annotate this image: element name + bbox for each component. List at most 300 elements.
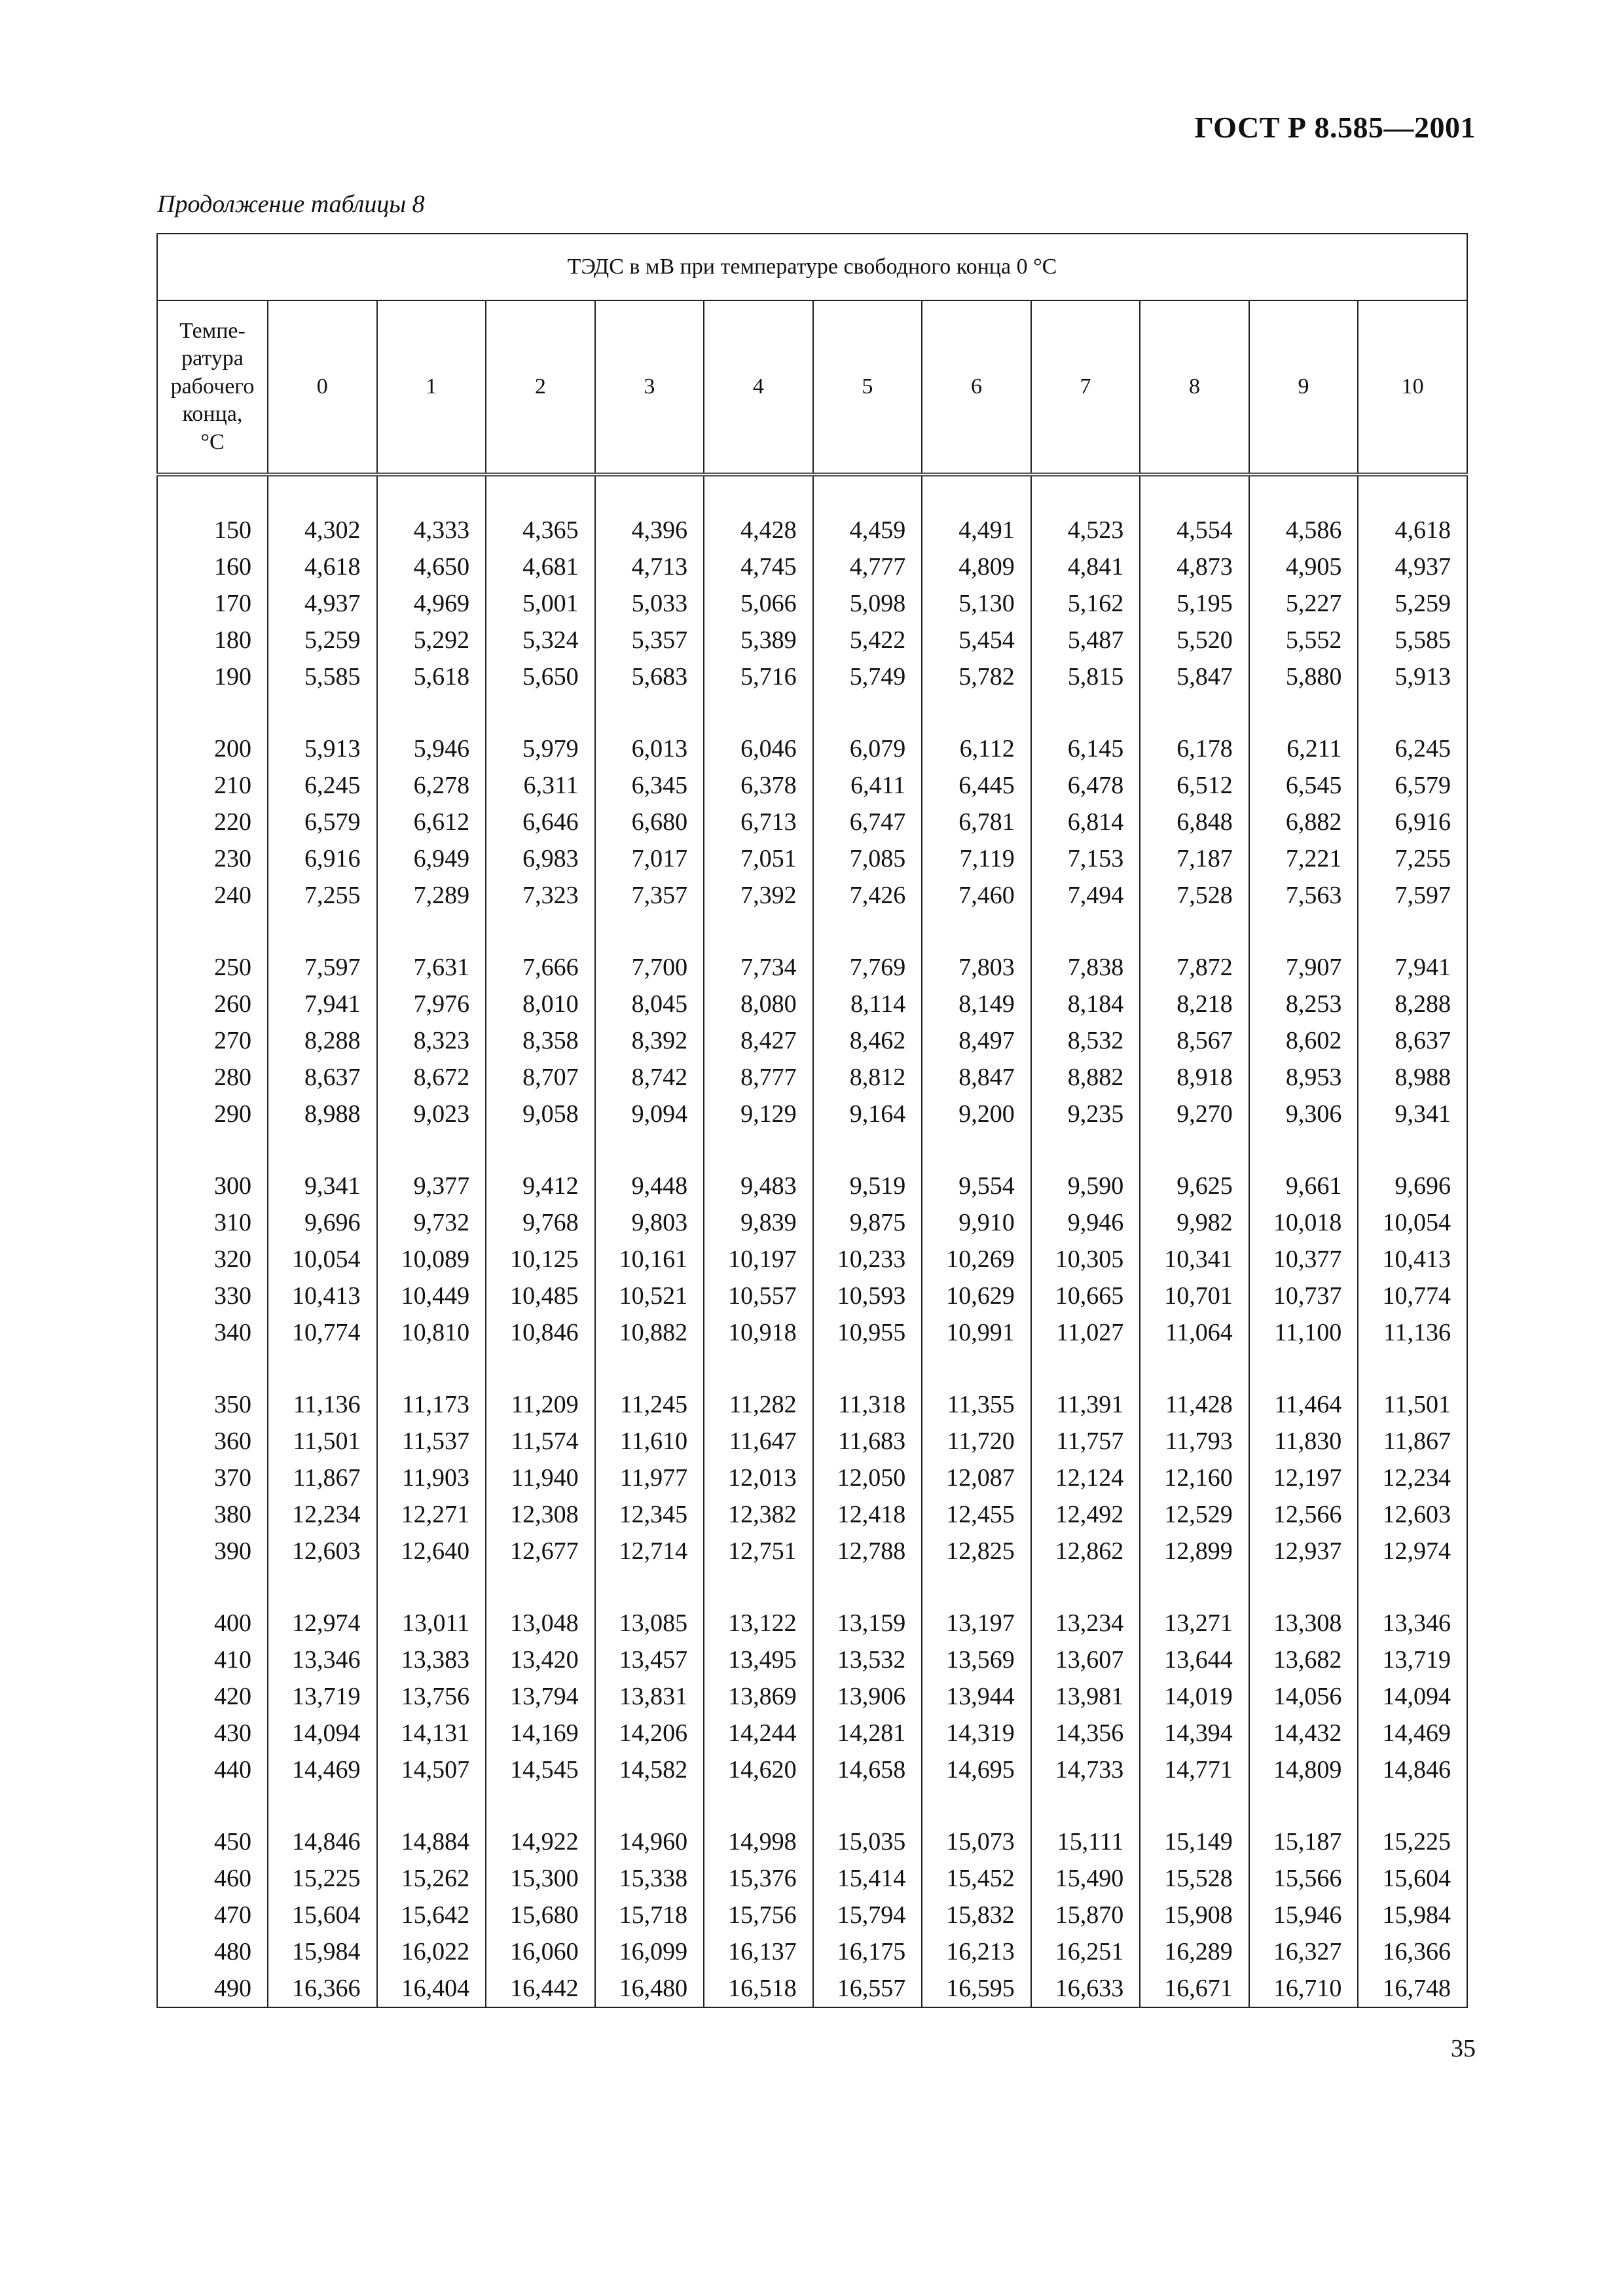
emf-value-cell: 13,607 <box>1031 1641 1140 1678</box>
emf-value-cell: 6,046 <box>704 730 813 767</box>
emf-value-cell: 6,145 <box>1031 730 1140 767</box>
emf-value-cell: 6,445 <box>922 767 1031 804</box>
emf-value-cell: 7,769 <box>813 949 922 986</box>
emf-value-cell: 15,452 <box>922 1860 1031 1897</box>
emf-value-cell: 16,175 <box>813 1933 922 1970</box>
emf-value-cell: 14,733 <box>1031 1751 1140 1788</box>
emf-value-cell: 14,469 <box>1358 1715 1467 1751</box>
emf-value-cell: 9,768 <box>486 1204 595 1241</box>
group-spacer-row <box>157 475 1467 512</box>
table-row <box>157 512 1467 548</box>
emf-value-cell: 7,187 <box>1140 840 1249 877</box>
emf-value-cell: 9,839 <box>704 1204 813 1241</box>
emf-value-cell: 8,988 <box>1358 1059 1467 1096</box>
emf-value-cell: 4,969 <box>377 585 486 622</box>
table-row <box>157 949 1467 986</box>
emf-value-cell: 9,164 <box>813 1096 922 1132</box>
emf-value-cell: 16,366 <box>268 1970 377 2007</box>
temperature-cell: 360 <box>157 1423 268 1460</box>
emf-value-cell: 5,389 <box>704 622 813 658</box>
emf-value-cell: 5,195 <box>1140 585 1249 622</box>
emf-value-cell: 7,119 <box>922 840 1031 877</box>
emf-value-cell: 4,713 <box>595 548 704 585</box>
emf-value-cell: 5,487 <box>1031 622 1140 658</box>
emf-value-cell: 7,153 <box>1031 840 1140 877</box>
emf-value-cell: 5,847 <box>1140 658 1249 695</box>
temperature-cell: 390 <box>157 1533 268 1570</box>
emf-value-cell: 10,413 <box>1358 1241 1467 1278</box>
emf-value-cell: 6,311 <box>486 767 595 804</box>
emf-value-cell: 5,162 <box>1031 585 1140 622</box>
emf-value-cell: 15,225 <box>1358 1823 1467 1860</box>
emf-value-cell: 4,554 <box>1140 512 1249 548</box>
emf-value-cell: 14,545 <box>486 1751 595 1788</box>
emf-value-cell: 14,094 <box>268 1715 377 1751</box>
table-row <box>157 1897 1467 1933</box>
emf-value-cell: 15,984 <box>1358 1897 1467 1933</box>
temperature-cell: 230 <box>157 840 268 877</box>
emf-value-cell: 16,289 <box>1140 1933 1249 1970</box>
emf-value-cell: 7,255 <box>1358 840 1467 877</box>
emf-value-cell: 14,846 <box>1358 1751 1467 1788</box>
emf-value-cell: 7,872 <box>1140 949 1249 986</box>
emf-value-cell: 4,937 <box>1358 548 1467 585</box>
emf-value-cell: 12,050 <box>813 1460 922 1496</box>
emf-value-cell: 10,197 <box>704 1241 813 1278</box>
emf-value-cell: 7,631 <box>377 949 486 986</box>
emf-value-cell: 13,197 <box>922 1605 1031 1641</box>
emf-value-cell: 7,941 <box>1358 949 1467 986</box>
emf-value-cell: 11,867 <box>1358 1423 1467 1460</box>
emf-value-cell: 8,288 <box>268 1022 377 1059</box>
temperature-cell: 310 <box>157 1204 268 1241</box>
temperature-cell: 330 <box>157 1278 268 1314</box>
emf-value-cell: 11,282 <box>704 1386 813 1423</box>
emf-value-cell: 10,305 <box>1031 1241 1140 1278</box>
emf-value-cell: 8,532 <box>1031 1022 1140 1059</box>
emf-value-cell: 8,777 <box>704 1059 813 1096</box>
temperature-cell: 440 <box>157 1751 268 1788</box>
emf-value-cell: 12,382 <box>704 1496 813 1533</box>
emf-value-cell: 15,490 <box>1031 1860 1140 1897</box>
emf-value-cell: 14,319 <box>922 1715 1031 1751</box>
emf-value-cell: 9,946 <box>1031 1204 1140 1241</box>
temperature-cell: 280 <box>157 1059 268 1096</box>
emf-value-cell: 4,491 <box>922 512 1031 548</box>
emf-value-cell: 12,197 <box>1249 1460 1359 1496</box>
emf-value-cell: 11,136 <box>268 1386 377 1423</box>
emf-value-cell: 5,001 <box>486 585 595 622</box>
emf-value-cell: 5,782 <box>922 658 1031 695</box>
emf-value-cell: 10,991 <box>922 1314 1031 1351</box>
emf-value-cell: 14,244 <box>704 1715 813 1751</box>
emf-value-cell: 12,640 <box>377 1533 486 1570</box>
emf-value-cell: 9,910 <box>922 1204 1031 1241</box>
emf-value-cell: 10,955 <box>813 1314 922 1351</box>
emf-value-cell: 4,586 <box>1249 512 1359 548</box>
emf-value-cell: 14,206 <box>595 1715 704 1751</box>
temperature-cell: 180 <box>157 622 268 658</box>
table-row <box>157 1970 1467 2007</box>
emf-value-cell: 11,464 <box>1249 1386 1359 1423</box>
group-spacer-row <box>157 1570 1467 1605</box>
emf-value-cell: 16,327 <box>1249 1933 1359 1970</box>
emf-value-cell: 12,862 <box>1031 1533 1140 1570</box>
table-row <box>157 1605 1467 1641</box>
emf-value-cell: 14,922 <box>486 1823 595 1860</box>
group-spacer-row <box>157 1788 1467 1823</box>
emf-value-cell: 11,647 <box>704 1423 813 1460</box>
emf-value-cell: 10,701 <box>1140 1278 1249 1314</box>
emf-value-cell: 16,366 <box>1358 1933 1467 1970</box>
group-spacer-row <box>157 1132 1467 1168</box>
table-row <box>157 1386 1467 1423</box>
emf-value-cell: 12,825 <box>922 1533 1031 1570</box>
emf-value-cell: 10,593 <box>813 1278 922 1314</box>
emf-value-cell: 16,251 <box>1031 1933 1140 1970</box>
table-row <box>157 1496 1467 1533</box>
temperature-cell: 190 <box>157 658 268 695</box>
emf-value-cell: 12,677 <box>486 1533 595 1570</box>
emf-value-cell: 13,756 <box>377 1678 486 1715</box>
emf-value-cell: 5,683 <box>595 658 704 695</box>
emf-value-cell: 5,292 <box>377 622 486 658</box>
emf-value-cell: 16,710 <box>1249 1970 1359 2007</box>
emf-value-cell: 15,300 <box>486 1860 595 1897</box>
emf-value-cell: 13,346 <box>1358 1605 1467 1641</box>
emf-value-cell: 13,869 <box>704 1678 813 1715</box>
emf-value-cell: 15,149 <box>1140 1823 1249 1860</box>
emf-value-cell: 5,130 <box>922 585 1031 622</box>
table-row <box>157 585 1467 622</box>
emf-value-cell: 7,357 <box>595 877 704 914</box>
emf-value-cell: 14,846 <box>268 1823 377 1860</box>
temperature-cell: 200 <box>157 730 268 767</box>
emf-value-cell: 8,918 <box>1140 1059 1249 1096</box>
group-spacer-row <box>157 1351 1467 1386</box>
emf-value-cell: 8,184 <box>1031 986 1140 1022</box>
emf-value-cell: 7,597 <box>1358 877 1467 914</box>
table-row <box>157 730 1467 767</box>
temperature-cell: 460 <box>157 1860 268 1897</box>
emf-value-cell: 16,480 <box>595 1970 704 2007</box>
document-header: ГОСТ Р 8.585—2001 <box>1194 111 1476 144</box>
temperature-cell: 490 <box>157 1970 268 2007</box>
emf-value-cell: 12,234 <box>1358 1460 1467 1496</box>
emf-value-cell: 13,383 <box>377 1641 486 1678</box>
emf-value-cell: 12,788 <box>813 1533 922 1570</box>
emf-value-cell: 7,907 <box>1249 949 1359 986</box>
emf-value-cell: 8,847 <box>922 1059 1031 1096</box>
emf-value-cell: 16,442 <box>486 1970 595 2007</box>
emf-value-cell: 8,707 <box>486 1059 595 1096</box>
emf-value-cell: 11,830 <box>1249 1423 1359 1460</box>
emf-value-cell: 15,908 <box>1140 1897 1249 1933</box>
emf-value-cell: 13,719 <box>1358 1641 1467 1678</box>
emf-value-cell: 15,832 <box>922 1897 1031 1933</box>
emf-value-cell: 8,812 <box>813 1059 922 1096</box>
emf-value-cell: 12,308 <box>486 1496 595 1533</box>
emf-value-cell: 8,497 <box>922 1022 1031 1059</box>
emf-value-cell: 10,882 <box>595 1314 704 1351</box>
temperature-cell: 160 <box>157 548 268 585</box>
table-row <box>157 877 1467 914</box>
emf-value-cell: 6,178 <box>1140 730 1249 767</box>
emf-value-cell: 15,756 <box>704 1897 813 1933</box>
column-header: 5 <box>813 300 922 475</box>
emf-value-cell: 7,392 <box>704 877 813 914</box>
emf-value-cell: 14,960 <box>595 1823 704 1860</box>
temperature-cell: 320 <box>157 1241 268 1278</box>
temperature-cell: 470 <box>157 1897 268 1933</box>
emf-value-cell: 7,323 <box>486 877 595 914</box>
emf-value-cell: 14,998 <box>704 1823 813 1860</box>
emf-value-cell: 16,060 <box>486 1933 595 1970</box>
emf-value-cell: 14,131 <box>377 1715 486 1751</box>
emf-value-cell: 11,501 <box>1358 1386 1467 1423</box>
emf-value-cell: 8,427 <box>704 1022 813 1059</box>
table-row <box>157 1460 1467 1496</box>
emf-value-cell: 6,848 <box>1140 804 1249 840</box>
emf-value-cell: 4,333 <box>377 512 486 548</box>
emf-value-cell: 4,905 <box>1249 548 1359 585</box>
emf-value-cell: 15,338 <box>595 1860 704 1897</box>
emf-value-cell: 14,582 <box>595 1751 704 1788</box>
emf-value-cell: 6,916 <box>268 840 377 877</box>
emf-value-cell: 12,345 <box>595 1496 704 1533</box>
emf-value-cell: 14,356 <box>1031 1715 1140 1751</box>
temperature-cell: 210 <box>157 767 268 804</box>
temperature-cell: 290 <box>157 1096 268 1132</box>
table-row <box>157 1678 1467 1715</box>
emf-value-cell: 6,680 <box>595 804 704 840</box>
emf-value-cell: 9,412 <box>486 1168 595 1204</box>
emf-value-cell: 6,245 <box>268 767 377 804</box>
emf-value-cell: 16,213 <box>922 1933 1031 1970</box>
table-title: ТЭДС в мВ при температуре свободного конца 0 °С <box>157 234 1467 300</box>
emf-value-cell: 14,620 <box>704 1751 813 1788</box>
emf-value-cell: 13,719 <box>268 1678 377 1715</box>
table-caption: Продолжение таблицы 8 <box>157 190 425 218</box>
emf-value-cell: 11,391 <box>1031 1386 1140 1423</box>
emf-value-cell: 11,209 <box>486 1386 595 1423</box>
emf-value-cell: 15,035 <box>813 1823 922 1860</box>
emf-value-cell: 5,716 <box>704 658 813 695</box>
emf-value-cell: 11,867 <box>268 1460 377 1496</box>
emf-value-cell: 10,737 <box>1249 1278 1359 1314</box>
emf-value-cell: 9,448 <box>595 1168 704 1204</box>
emf-value-cell: 11,977 <box>595 1460 704 1496</box>
emf-value-cell: 13,644 <box>1140 1641 1249 1678</box>
table-row <box>157 1168 1467 1204</box>
emf-value-cell: 15,225 <box>268 1860 377 1897</box>
emf-value-cell: 15,642 <box>377 1897 486 1933</box>
emf-value-cell: 10,665 <box>1031 1278 1140 1314</box>
emf-value-cell: 11,100 <box>1249 1314 1359 1351</box>
emf-value-cell: 6,983 <box>486 840 595 877</box>
emf-value-cell: 14,281 <box>813 1715 922 1751</box>
emf-value-cell: 7,494 <box>1031 877 1140 914</box>
emf-value-cell: 13,234 <box>1031 1605 1140 1641</box>
emf-value-cell: 4,650 <box>377 548 486 585</box>
emf-value-cell: 14,809 <box>1249 1751 1359 1788</box>
emf-value-cell: 13,085 <box>595 1605 704 1641</box>
emf-value-cell: 15,604 <box>268 1897 377 1933</box>
emf-value-cell: 4,428 <box>704 512 813 548</box>
emf-value-cell: 8,114 <box>813 986 922 1022</box>
emf-value-cell: 11,683 <box>813 1423 922 1460</box>
emf-value-cell: 12,751 <box>704 1533 813 1570</box>
emf-value-cell: 15,111 <box>1031 1823 1140 1860</box>
table-row <box>157 1059 1467 1096</box>
emf-value-cell: 4,523 <box>1031 512 1140 548</box>
emf-value-cell: 14,469 <box>268 1751 377 1788</box>
emf-value-cell: 14,771 <box>1140 1751 1249 1788</box>
emf-value-cell: 11,757 <box>1031 1423 1140 1460</box>
emf-value-cell: 15,604 <box>1358 1860 1467 1897</box>
temperature-cell: 260 <box>157 986 268 1022</box>
emf-value-cell: 14,169 <box>486 1715 595 1751</box>
emf-value-cell: 6,478 <box>1031 767 1140 804</box>
emf-value-cell: 11,793 <box>1140 1423 1249 1460</box>
emf-value-cell: 10,449 <box>377 1278 486 1314</box>
emf-value-cell: 13,346 <box>268 1641 377 1678</box>
emf-value-cell: 13,532 <box>813 1641 922 1678</box>
emf-value-cell: 12,013 <box>704 1460 813 1496</box>
emf-value-cell: 9,483 <box>704 1168 813 1204</box>
emf-value-cell: 9,341 <box>1358 1096 1467 1132</box>
emf-value-cell: 13,906 <box>813 1678 922 1715</box>
emf-value-cell: 8,045 <box>595 986 704 1022</box>
emf-value-cell: 4,396 <box>595 512 704 548</box>
table-row <box>157 767 1467 804</box>
emf-value-cell: 15,870 <box>1031 1897 1140 1933</box>
emf-value-cell: 11,428 <box>1140 1386 1249 1423</box>
emf-value-cell: 10,629 <box>922 1278 1031 1314</box>
temperature-cell: 220 <box>157 804 268 840</box>
emf-value-cell: 11,720 <box>922 1423 1031 1460</box>
emf-value-cell: 9,270 <box>1140 1096 1249 1132</box>
emf-value-cell: 6,013 <box>595 730 704 767</box>
column-header: 4 <box>704 300 813 475</box>
emf-value-cell: 8,567 <box>1140 1022 1249 1059</box>
temperature-cell: 400 <box>157 1605 268 1641</box>
table-row <box>157 1423 1467 1460</box>
emf-value-cell: 15,718 <box>595 1897 704 1933</box>
emf-value-cell: 5,259 <box>1358 585 1467 622</box>
emf-value-cell: 10,557 <box>704 1278 813 1314</box>
temperature-cell: 420 <box>157 1678 268 1715</box>
emf-value-cell: 6,512 <box>1140 767 1249 804</box>
table-row <box>157 1533 1467 1570</box>
emf-value-cell: 5,618 <box>377 658 486 695</box>
column-header: 6 <box>922 300 1031 475</box>
table-row <box>157 1096 1467 1132</box>
emf-value-cell: 14,884 <box>377 1823 486 1860</box>
emf-value-cell: 7,666 <box>486 949 595 986</box>
emf-value-cell: 14,394 <box>1140 1715 1249 1751</box>
temperature-cell: 450 <box>157 1823 268 1860</box>
emf-value-cell: 9,696 <box>1358 1168 1467 1204</box>
table-row <box>157 1314 1467 1351</box>
emf-value-cell: 7,289 <box>377 877 486 914</box>
emf-value-cell: 16,022 <box>377 1933 486 1970</box>
emf-value-cell: 4,745 <box>704 548 813 585</box>
emf-value-cell: 16,404 <box>377 1970 486 2007</box>
emf-value-cell: 7,941 <box>268 986 377 1022</box>
emf-value-cell: 6,545 <box>1249 767 1359 804</box>
emf-value-cell: 6,882 <box>1249 804 1359 840</box>
emf-value-cell: 8,149 <box>922 986 1031 1022</box>
emf-value-cell: 14,056 <box>1249 1678 1359 1715</box>
emf-value-cell: 12,087 <box>922 1460 1031 1496</box>
emf-value-cell: 12,603 <box>1358 1496 1467 1533</box>
emf-value-cell: 6,579 <box>1358 767 1467 804</box>
emf-value-cell: 5,454 <box>922 622 1031 658</box>
emf-value-cell: 13,011 <box>377 1605 486 1641</box>
emf-value-cell: 8,637 <box>1358 1022 1467 1059</box>
emf-value-cell: 6,949 <box>377 840 486 877</box>
temperature-cell: 430 <box>157 1715 268 1751</box>
emf-value-cell: 15,680 <box>486 1897 595 1933</box>
emf-value-cell: 9,803 <box>595 1204 704 1241</box>
emf-value-cell: 15,984 <box>268 1933 377 1970</box>
table-row <box>157 1715 1467 1751</box>
emf-value-cell: 5,880 <box>1249 658 1359 695</box>
emf-value-cell: 13,831 <box>595 1678 704 1715</box>
emf-value-cell: 11,903 <box>377 1460 486 1496</box>
temperature-cell: 300 <box>157 1168 268 1204</box>
emf-value-cell: 7,563 <box>1249 877 1359 914</box>
emf-value-cell: 7,051 <box>704 840 813 877</box>
emf-value-cell: 10,125 <box>486 1241 595 1278</box>
emf-value-cell: 13,159 <box>813 1605 922 1641</box>
emf-value-cell: 8,253 <box>1249 986 1359 1022</box>
emf-value-cell: 10,341 <box>1140 1241 1249 1278</box>
emf-value-cell: 6,646 <box>486 804 595 840</box>
emf-value-cell: 13,048 <box>486 1605 595 1641</box>
emf-value-cell: 8,010 <box>486 986 595 1022</box>
emf-value-cell: 8,953 <box>1249 1059 1359 1096</box>
emf-value-cell: 9,661 <box>1249 1168 1359 1204</box>
table-row <box>157 804 1467 840</box>
emf-value-cell: 8,672 <box>377 1059 486 1096</box>
emf-value-cell: 15,187 <box>1249 1823 1359 1860</box>
emf-value-cell: 7,426 <box>813 877 922 914</box>
emf-value-cell: 4,459 <box>813 512 922 548</box>
temperature-cell: 270 <box>157 1022 268 1059</box>
table-row <box>157 840 1467 877</box>
emf-value-cell: 13,495 <box>704 1641 813 1678</box>
emf-value-cell: 12,603 <box>268 1533 377 1570</box>
emf-value-cell: 5,066 <box>704 585 813 622</box>
emf-value-cell: 15,794 <box>813 1897 922 1933</box>
emf-value-cell: 13,420 <box>486 1641 595 1678</box>
emf-value-cell: 7,528 <box>1140 877 1249 914</box>
emf-value-cell: 9,590 <box>1031 1168 1140 1204</box>
emf-value-cell: 13,981 <box>1031 1678 1140 1715</box>
emf-value-cell: 11,064 <box>1140 1314 1249 1351</box>
emf-value-cell: 15,414 <box>813 1860 922 1897</box>
emf-value-cell: 4,777 <box>813 548 922 585</box>
page-number: 35 <box>1451 2035 1476 2062</box>
table-row <box>157 548 1467 585</box>
thermo-emf-table <box>156 233 1468 2008</box>
emf-value-cell: 8,637 <box>268 1059 377 1096</box>
emf-value-cell: 9,129 <box>704 1096 813 1132</box>
temperature-cell: 410 <box>157 1641 268 1678</box>
emf-value-cell: 8,602 <box>1249 1022 1359 1059</box>
